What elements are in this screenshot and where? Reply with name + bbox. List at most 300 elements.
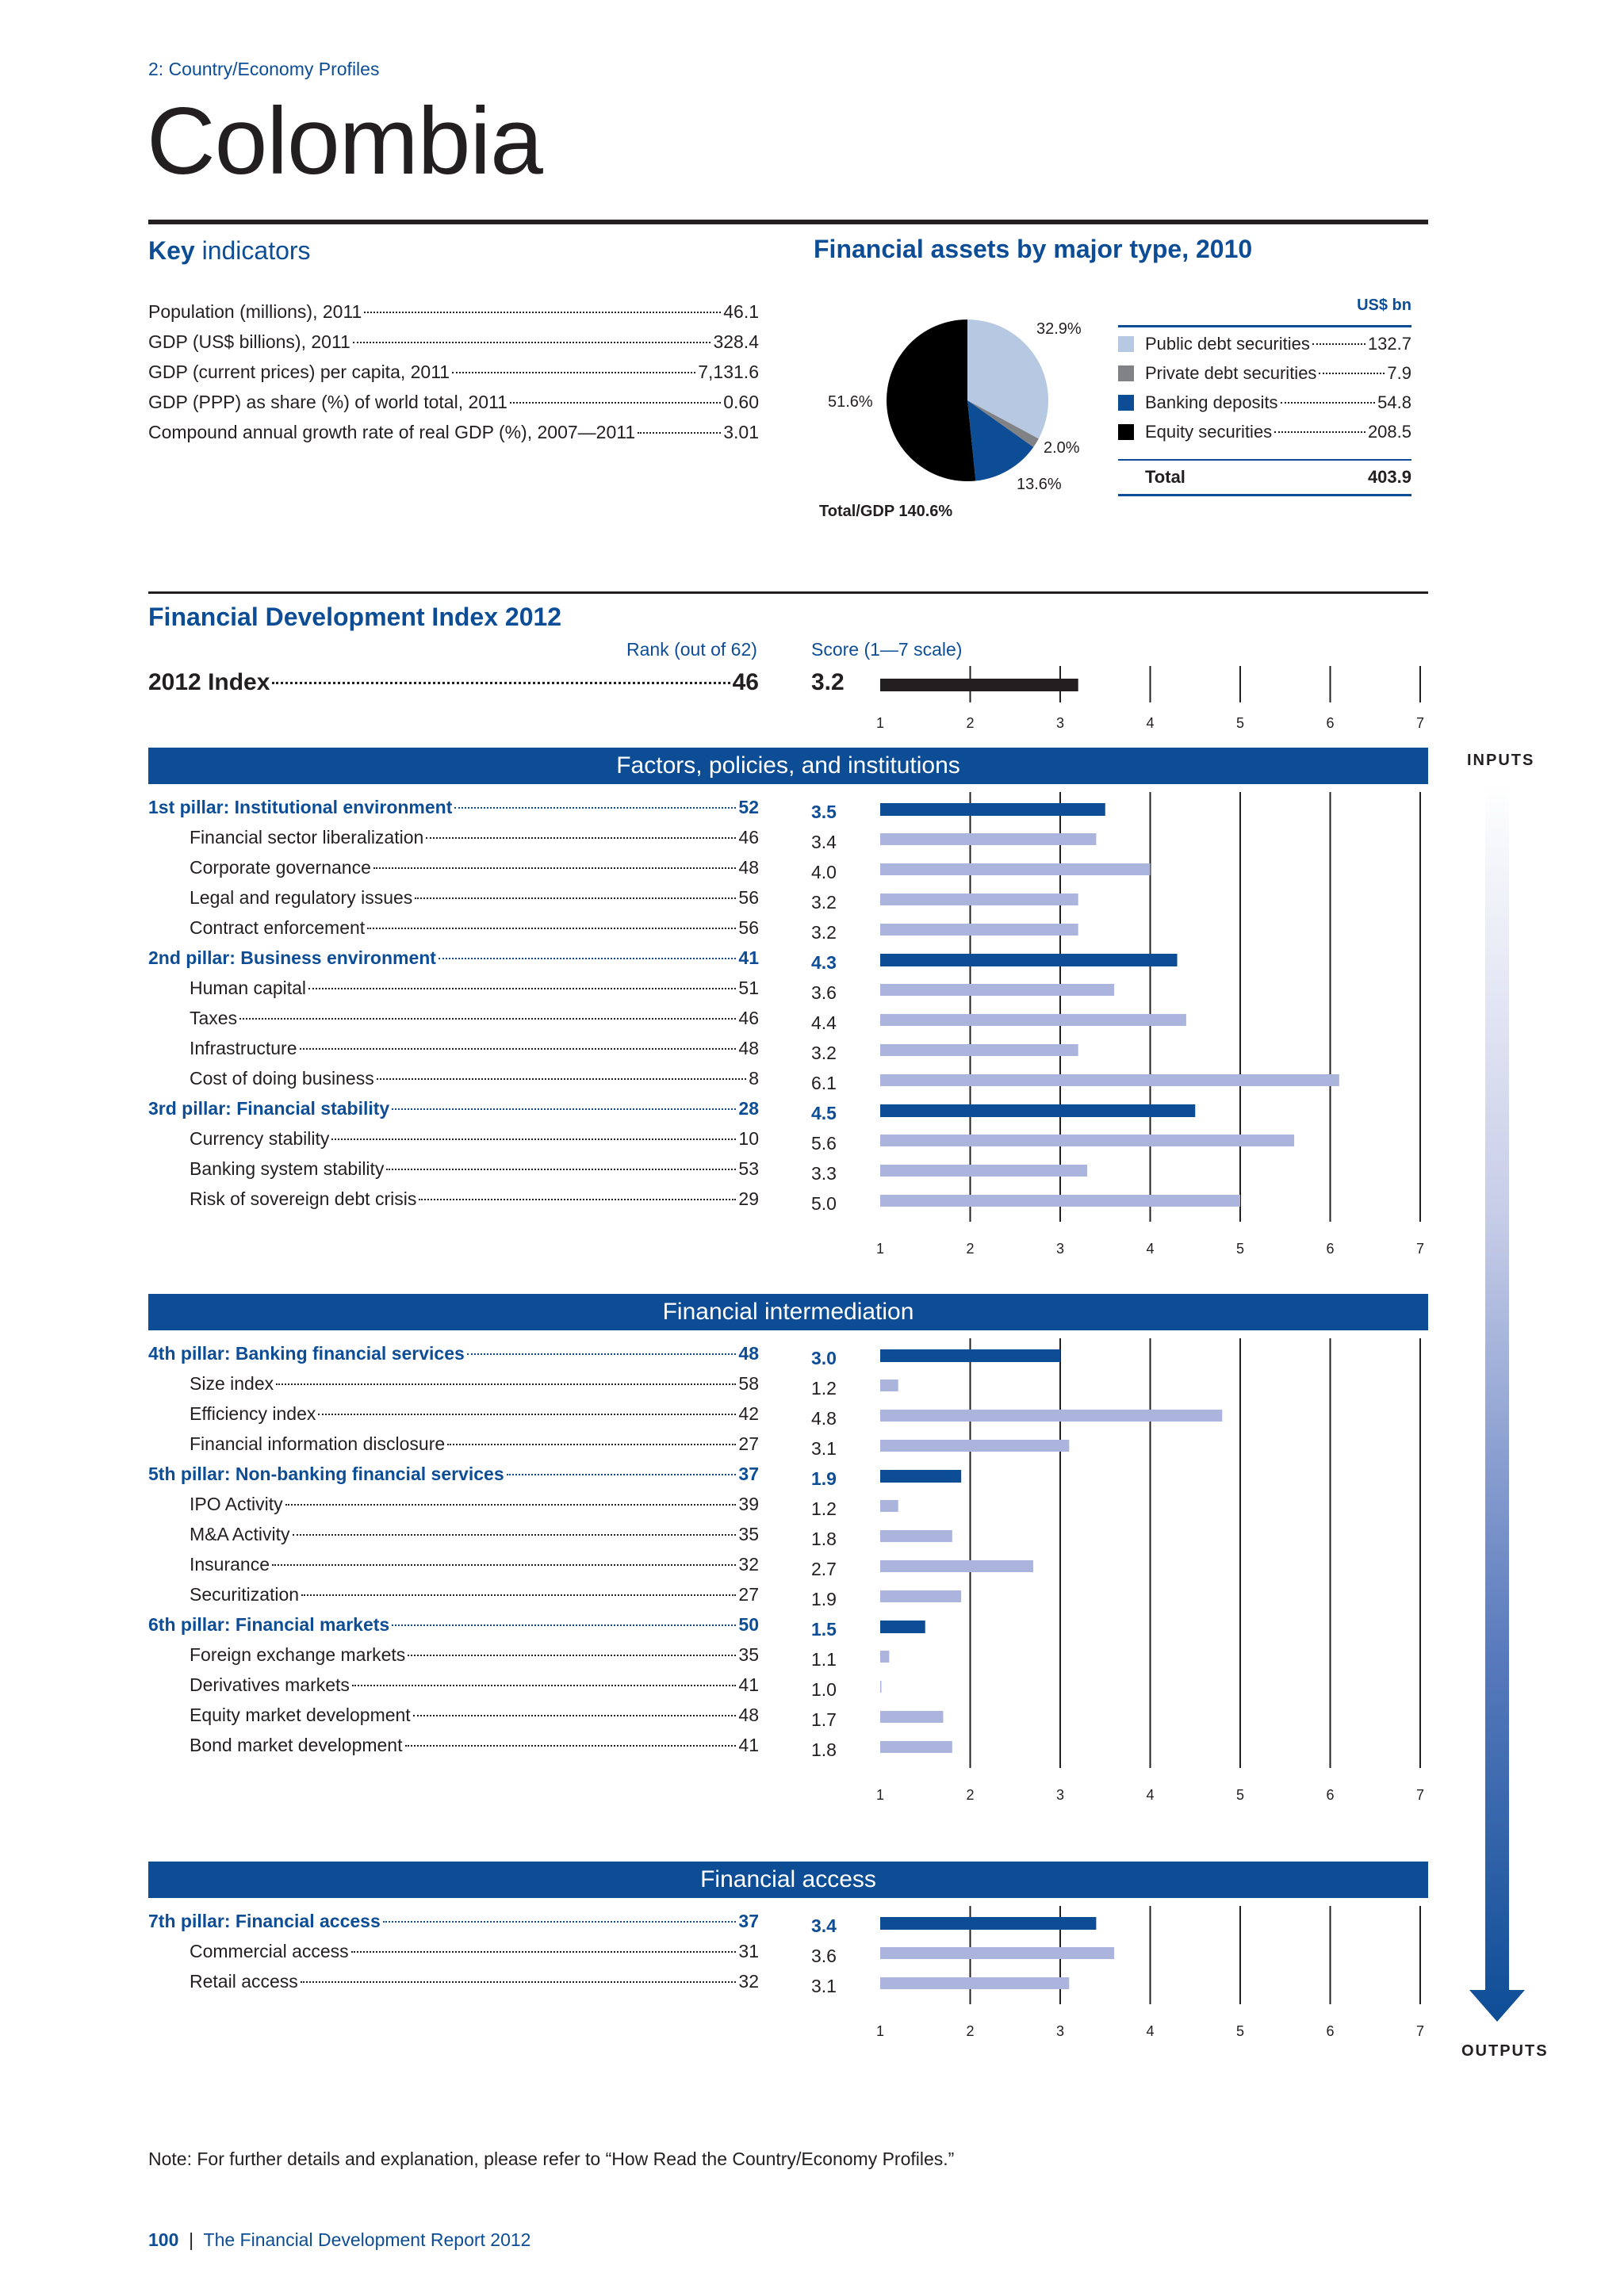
axis-tick-label: 1 (875, 2023, 885, 2039)
sub-rank: 32 (738, 1971, 759, 1992)
axis-tick-label: 5 (1235, 715, 1245, 731)
leader-dots (351, 1951, 737, 1953)
leader-dots (301, 1594, 736, 1596)
sub-score: 3.1 (811, 1438, 837, 1459)
sub-rank: 56 (738, 887, 759, 908)
axis-tick-label: 7 (1415, 1241, 1425, 1257)
pillar-rank: 50 (738, 1614, 759, 1635)
leader-dots (510, 402, 721, 404)
sub-rank: 35 (738, 1524, 759, 1544)
sub-label: Efficiency index (190, 1403, 316, 1424)
note: Note: For further details and explanation, please refer to “How Read the Country/Economy Profiles.” (148, 2149, 955, 2169)
footer-separator: | (183, 2229, 199, 2250)
key-indicator-value: 3.01 (723, 422, 759, 442)
axis-tick-label: 2 (966, 1241, 975, 1257)
indicator-score-bar (880, 1977, 1069, 1989)
key-indicator-value: 7,131.6 (698, 362, 759, 382)
axis-tick-label: 7 (1415, 1787, 1425, 1803)
indicator-score-bar (880, 1014, 1186, 1026)
sub-score: 3.4 (811, 832, 837, 852)
sub-rank: 56 (738, 917, 759, 938)
sub-rank: 46 (738, 827, 759, 848)
sub-rank: 48 (738, 857, 759, 878)
legend-item (1118, 392, 1411, 422)
indicator-row (148, 1188, 759, 1219)
pillar-rank: 52 (738, 797, 759, 817)
axis-tick-label: 4 (1146, 1787, 1155, 1803)
sub-label: Contract enforcement (190, 917, 366, 938)
legend-item (1118, 422, 1411, 451)
sub-score: 5.6 (811, 1133, 837, 1154)
leader-dots (1312, 343, 1365, 345)
sub-score: 2.7 (811, 1559, 837, 1579)
indicator-score-bar (880, 863, 1151, 875)
indicator-row (148, 1971, 759, 2001)
financial-assets-pie (880, 313, 1055, 488)
pillar-label: 3rd pillar: Financial stability (148, 1098, 390, 1119)
indicator-row (148, 1705, 759, 1735)
axis-tick-label: 4 (1146, 2023, 1155, 2039)
legend-item (1118, 363, 1411, 392)
pillar-score-bar (880, 1104, 1195, 1117)
index-score: 3.2 (811, 669, 845, 695)
sub-label: Bond market development (190, 1735, 403, 1755)
indicator-row (148, 1158, 759, 1188)
page-number: 100 (148, 2229, 179, 2250)
rank-column-header: Rank (out of 62) (626, 639, 757, 660)
sub-score: 4.8 (811, 1408, 837, 1429)
leader-dots (364, 312, 721, 313)
axis-tick-label: 3 (1055, 1787, 1065, 1803)
indicator-row (148, 1524, 759, 1554)
leader-dots (331, 1138, 736, 1140)
sub-rank: 41 (738, 1674, 759, 1695)
axis-tick-label: 6 (1326, 1787, 1335, 1803)
indicator-score-bar (880, 1590, 961, 1602)
key-indicator-label: GDP (PPP) as share (%) of world total, 2011 (148, 392, 508, 412)
indicator-row (148, 1644, 759, 1674)
key-indicator-value: 328.4 (713, 331, 759, 352)
sub-label: Retail access (190, 1971, 298, 1992)
axis-tick-label: 1 (875, 1241, 885, 1257)
sub-label: Size index (190, 1373, 274, 1394)
axis-tick-label: 7 (1415, 715, 1425, 731)
indicator-row (148, 1373, 759, 1403)
leader-dots (1319, 373, 1385, 374)
index-row (148, 669, 759, 696)
sub-score: 5.0 (811, 1193, 837, 1214)
leader-dots (272, 1564, 736, 1566)
sub-rank: 27 (738, 1433, 759, 1454)
sub-rank: 42 (738, 1403, 759, 1424)
axis-tick-label: 2 (966, 2023, 975, 2039)
fdi-title: Financial Development Index 2012 (148, 603, 562, 631)
sub-rank: 32 (738, 1554, 759, 1575)
leader-dots (276, 1383, 736, 1385)
indicator-score-bar (880, 984, 1114, 996)
indicator-score-bar (880, 1711, 943, 1723)
leader-dots (454, 807, 736, 809)
sub-score: 3.2 (811, 892, 837, 913)
indicator-row (148, 887, 759, 917)
sub-rank: 31 (738, 1941, 759, 1961)
pillar-score: 4.3 (811, 952, 837, 973)
pillar-list (148, 797, 759, 1219)
leader-dots (318, 1414, 736, 1415)
indicator-row (148, 1068, 759, 1098)
legend-rule (1118, 494, 1411, 496)
sub-rank: 58 (738, 1373, 759, 1394)
indicator-row (148, 1403, 759, 1433)
leader-dots (405, 1745, 737, 1747)
leader-dots (439, 958, 736, 959)
section-band: Financial access (148, 1862, 1428, 1898)
section-band: Factors, policies, and institutions (148, 748, 1428, 784)
indicator-row (148, 978, 759, 1008)
indicator-score-bar (880, 1651, 889, 1663)
key-indicators-title-rest: indicators (201, 236, 311, 265)
sub-label: Commercial access (190, 1941, 349, 1961)
total-gdp-label: Total/GDP 140.6% (819, 503, 953, 520)
pillar-score: 1.5 (811, 1619, 837, 1640)
axis-tick-label: 6 (1326, 715, 1335, 731)
leader-dots (467, 1353, 737, 1355)
sub-rank: 48 (738, 1705, 759, 1725)
axis-tick-label: 5 (1235, 2023, 1245, 2039)
key-indicator-row (148, 331, 759, 362)
legend-unit: US$ bn (1357, 297, 1411, 314)
legend-rule (1118, 325, 1411, 327)
leader-dots (447, 1444, 736, 1445)
key-indicator-label: GDP (US$ billions), 2011 (148, 331, 350, 352)
score-bar-chart (875, 1906, 1435, 2044)
financial-assets-legend (1118, 297, 1411, 503)
legend-swatch (1118, 336, 1134, 352)
pillar-row (148, 1614, 759, 1644)
indicator-row (148, 1038, 759, 1068)
pillar-row (148, 1098, 759, 1128)
pie-label-equity: 51.6% (828, 393, 873, 411)
sub-label: Insurance (190, 1554, 270, 1575)
pie-label-private: 2.0% (1044, 439, 1080, 457)
pillar-rank: 48 (738, 1343, 759, 1364)
key-indicators-list (148, 301, 759, 452)
indicator-score-bar (880, 1500, 898, 1512)
legend-label: Public debt securities (1145, 334, 1310, 354)
leader-dots (301, 1981, 737, 1983)
sub-label: Derivatives markets (190, 1674, 350, 1695)
axis-tick-label: 1 (875, 1787, 885, 1803)
sub-label: Risk of sovereign debt crisis (190, 1188, 417, 1209)
axis-tick-label: 5 (1235, 1787, 1245, 1803)
indicator-row (148, 1494, 759, 1524)
leader-dots (392, 1108, 736, 1110)
leader-dots (1274, 431, 1365, 433)
pillar-label: 1st pillar: Institutional environment (148, 797, 453, 817)
sub-score: 1.2 (811, 1378, 837, 1399)
leader-dots (373, 867, 737, 869)
page-title: Colombia (147, 88, 542, 194)
axis-tick-label: 3 (1055, 715, 1065, 731)
outputs-label: OUTPUTS (1461, 2042, 1549, 2060)
indicator-row (148, 1735, 759, 1765)
sub-label: Foreign exchange markets (190, 1644, 406, 1665)
axis-tick-label: 2 (966, 1787, 975, 1803)
pillar-score-bar (880, 1621, 925, 1633)
index-label: 2012 Index (148, 669, 270, 695)
sub-label: Securitization (190, 1584, 300, 1605)
legend-total-value: 403.9 (1367, 467, 1411, 487)
sub-score: 3.2 (811, 922, 837, 943)
leader-dots (1281, 402, 1376, 404)
leader-dots (452, 372, 695, 373)
pillar-score-bar (880, 1917, 1096, 1930)
axis-tick-label: 6 (1326, 1241, 1335, 1257)
pillar-label: 2nd pillar: Business environment (148, 947, 436, 968)
sub-rank: 10 (738, 1128, 759, 1149)
key-indicator-label: Population (millions), 2011 (148, 301, 362, 322)
pillar-label: 4th pillar: Banking financial services (148, 1343, 465, 1364)
page-footer (148, 2229, 530, 2251)
pillar-row (148, 1911, 759, 1941)
leader-dots (413, 1715, 737, 1716)
leader-dots (415, 897, 736, 899)
inputs-label: INPUTS (1467, 752, 1535, 769)
pillar-rank: 28 (738, 1098, 759, 1119)
indicator-score-bar (880, 1165, 1087, 1177)
legend-value: 208.5 (1367, 422, 1411, 442)
key-indicator-row (148, 301, 759, 331)
index-score-chart (875, 666, 1435, 731)
sub-rank: 39 (738, 1494, 759, 1514)
pie-slice-equity (887, 320, 975, 481)
leader-dots (383, 1921, 737, 1923)
indicator-score-bar (880, 894, 1078, 905)
pillar-score: 3.0 (811, 1348, 837, 1368)
sub-rank: 53 (738, 1158, 759, 1179)
indicator-score-bar (880, 1440, 1069, 1452)
legend-value: 7.9 (1387, 363, 1411, 383)
indicator-score-bar (880, 1380, 898, 1391)
leader-dots (419, 1199, 736, 1200)
pillar-row (148, 797, 759, 827)
score-bar-chart (875, 1338, 1435, 1808)
legend-label: Private debt securities (1145, 363, 1317, 383)
inputs-outputs-arrow (1461, 781, 1533, 2038)
indicator-score-bar (880, 1195, 1240, 1207)
axis-tick-label: 6 (1326, 2023, 1335, 2039)
indicator-score-bar (880, 1074, 1339, 1086)
pillar-list (148, 1911, 759, 2001)
sub-score: 6.1 (811, 1073, 837, 1093)
leader-dots (426, 837, 736, 839)
sub-rank: 27 (738, 1584, 759, 1605)
key-indicator-value: 46.1 (723, 301, 759, 322)
leader-dots (638, 432, 721, 434)
pillar-row (148, 1464, 759, 1494)
index-rank: 46 (732, 669, 759, 695)
axis-tick-label: 2 (966, 715, 975, 731)
key-indicator-label: GDP (current prices) per capita, 2011 (148, 362, 450, 382)
sub-score: 3.6 (811, 1946, 837, 1966)
leader-dots (367, 928, 736, 929)
indicator-score-bar (880, 1947, 1114, 1959)
sub-label: Currency stability (190, 1128, 330, 1149)
sub-score: 3.3 (811, 1163, 837, 1184)
indicator-score-bar (880, 833, 1096, 845)
score-list (811, 1343, 875, 1765)
sub-label: Financial information disclosure (190, 1433, 446, 1454)
sub-score: 1.0 (811, 1679, 837, 1700)
leader-dots (308, 988, 736, 989)
pillar-score-bar (880, 954, 1178, 966)
divider (148, 220, 1428, 224)
leader-dots (392, 1624, 736, 1626)
indicator-score-bar (880, 1044, 1078, 1056)
leader-dots (239, 1018, 736, 1020)
key-indicator-row (148, 392, 759, 422)
pillar-score-bar (880, 1349, 1060, 1362)
pillar-score-bar (880, 1470, 961, 1483)
pillar-label: 5th pillar: Non-banking financial services (148, 1464, 504, 1484)
leader-dots (352, 1685, 736, 1686)
key-indicator-row (148, 422, 759, 452)
indicator-row (148, 1584, 759, 1614)
indicator-score-bar (880, 1530, 952, 1542)
sub-label: Legal and regulatory issues (190, 887, 413, 908)
key-indicator-row (148, 362, 759, 392)
pillar-list (148, 1343, 759, 1765)
indicator-row (148, 1008, 759, 1038)
breadcrumb: 2: Country/Economy Profiles (148, 59, 380, 79)
sub-score: 4.4 (811, 1012, 837, 1033)
axis-tick-label: 4 (1146, 1241, 1155, 1257)
leader-dots (353, 342, 711, 343)
sub-score: 1.8 (811, 1739, 837, 1760)
sub-rank: 46 (738, 1008, 759, 1028)
pillar-row (148, 1343, 759, 1373)
legend-label: Equity securities (1145, 422, 1273, 442)
sub-score: 1.9 (811, 1589, 837, 1609)
pillar-score: 3.5 (811, 802, 837, 822)
pie-label-banking: 13.6% (1017, 476, 1062, 493)
pillar-score-bar (880, 803, 1105, 816)
score-bar-chart (875, 792, 1435, 1261)
axis-tick-label: 7 (1415, 2023, 1425, 2039)
indicator-row (148, 1941, 759, 1971)
score-list (811, 797, 875, 1219)
sub-rank: 51 (738, 978, 759, 998)
sub-rank: 41 (738, 1735, 759, 1755)
sub-score: 3.1 (811, 1976, 837, 1996)
sub-score: 1.1 (811, 1649, 837, 1670)
indicator-score-bar (880, 1681, 882, 1693)
sub-score: 1.2 (811, 1498, 837, 1519)
leader-dots (507, 1474, 737, 1475)
index-score-bar (880, 679, 1078, 691)
legend-total (1118, 467, 1411, 491)
sub-rank: 29 (738, 1188, 759, 1209)
section-band: Financial intermediation (148, 1294, 1428, 1330)
sub-rank: 8 (749, 1068, 759, 1089)
indicator-row (148, 1128, 759, 1158)
arrow-shape (1469, 781, 1525, 2022)
pillar-score: 4.5 (811, 1103, 837, 1123)
sub-label: IPO Activity (190, 1494, 283, 1514)
leader-dots (293, 1534, 737, 1536)
axis-tick-label: 5 (1235, 1241, 1245, 1257)
key-indicators-title-bold: Key (148, 236, 195, 265)
legend-item (1118, 334, 1411, 363)
leader-dots (300, 1048, 737, 1050)
legend-rule (1118, 459, 1411, 461)
leader-dots (272, 682, 730, 684)
legend-swatch (1118, 395, 1134, 411)
key-indicators-title (148, 236, 311, 266)
sub-label: Human capital (190, 978, 307, 998)
axis-tick-label: 3 (1055, 2023, 1065, 2039)
sub-score: 1.8 (811, 1529, 837, 1549)
indicator-row (148, 1554, 759, 1584)
legend-label: Banking deposits (1145, 392, 1278, 412)
indicator-score-bar (880, 1135, 1294, 1146)
indicator-row (148, 917, 759, 947)
pillar-score: 1.9 (811, 1468, 837, 1489)
sub-score: 3.6 (811, 982, 837, 1003)
legend-rows (1118, 334, 1411, 451)
legend-total-label: Total (1145, 467, 1185, 487)
sub-label: Infrastructure (190, 1038, 297, 1058)
sub-label: Taxes (190, 1008, 238, 1028)
indicator-score-bar (880, 1741, 952, 1753)
pillar-score: 3.4 (811, 1915, 837, 1936)
pillar-rank: 41 (738, 947, 759, 968)
financial-assets-title: Financial assets by major type, 2010 (814, 235, 1253, 263)
legend-swatch (1118, 424, 1134, 440)
indicator-score-bar (880, 924, 1078, 936)
legend-value: 54.8 (1377, 392, 1411, 412)
key-indicator-label: Compound annual growth rate of real GDP (%), 2007—2011 (148, 422, 636, 442)
pillar-rank: 37 (738, 1464, 759, 1484)
leader-dots (377, 1078, 747, 1080)
sub-label: Equity market development (190, 1705, 411, 1725)
legend-value: 132.7 (1367, 334, 1411, 354)
sub-label: Banking system stability (190, 1158, 385, 1179)
indicator-row (148, 827, 759, 857)
sub-rank: 48 (738, 1038, 759, 1058)
leader-dots (386, 1169, 736, 1170)
indicator-row (148, 1433, 759, 1464)
pillar-label: 7th pillar: Financial access (148, 1911, 381, 1931)
indicator-score-bar (880, 1560, 1033, 1572)
divider (148, 591, 1428, 594)
sub-label: Corporate governance (190, 857, 371, 878)
score-list (811, 1911, 875, 2001)
pie-label-public: 32.9% (1036, 320, 1082, 338)
sub-score: 3.2 (811, 1043, 837, 1063)
pillar-rank: 37 (738, 1911, 759, 1931)
pillar-label: 6th pillar: Financial markets (148, 1614, 390, 1635)
leader-dots (408, 1655, 736, 1656)
report-title: The Financial Development Report 2012 (203, 2229, 531, 2250)
key-indicator-value: 0.60 (723, 392, 759, 412)
indicator-score-bar (880, 1410, 1222, 1422)
sub-score: 1.7 (811, 1709, 837, 1730)
sub-label: M&A Activity (190, 1524, 290, 1544)
axis-tick-label: 4 (1146, 715, 1155, 731)
sub-label: Financial sector liberalization (190, 827, 424, 848)
indicator-row (148, 1674, 759, 1705)
